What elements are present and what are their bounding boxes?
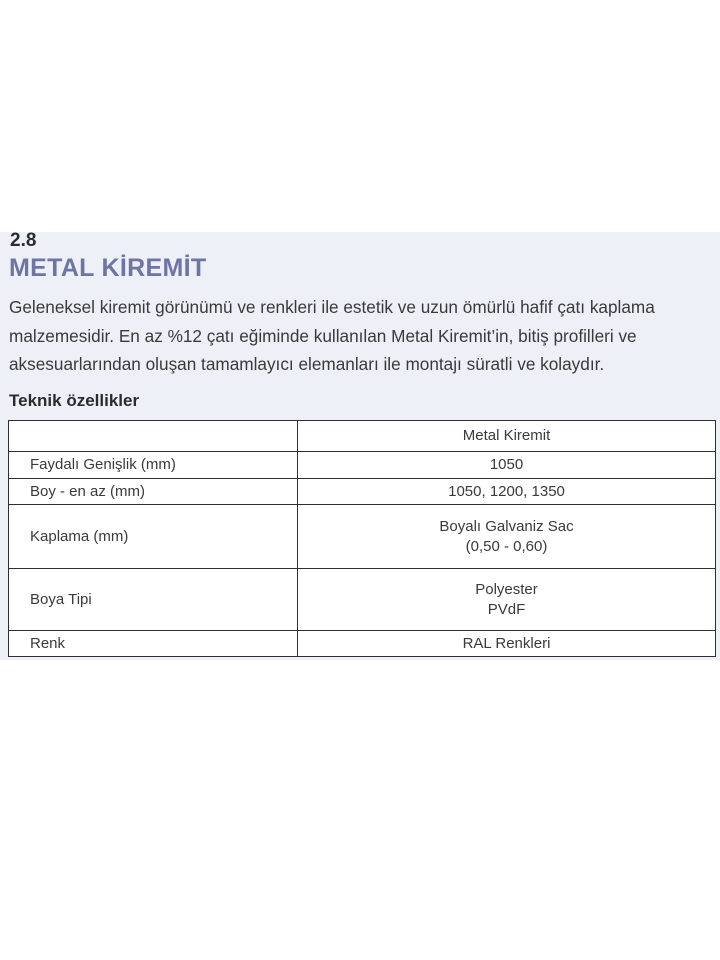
table-row	[9, 569, 716, 631]
row-label: Kaplama (mm)	[9, 505, 298, 569]
row-label: Faydalı Genişlik (mm)	[9, 452, 298, 479]
specs-table	[8, 420, 716, 657]
row-value	[298, 569, 716, 631]
row-value-line: RAL Renkleri	[462, 634, 551, 652]
table-header-row	[9, 421, 716, 452]
row-value	[298, 452, 716, 479]
row-value-line: 1050, 1200, 1350	[448, 482, 565, 500]
header-label-cell	[9, 421, 298, 452]
row-label: Boy - en az (mm)	[9, 479, 298, 505]
row-value-line: Polyester	[475, 580, 538, 598]
product-description: Geleneksel kiremit görünümü ve renkleri ile estetik ve uzun ömürlü hafif çatı kaplama malzemesidir. En az %12 çatı eğiminde kullanılan Metal Kiremit’in, bitiş profilleri ve aksesuarlarından oluşan tamamlayıcı elemanları ile montajı süratli ve kolaydır.	[9, 297, 655, 374]
row-value-line: (0,50 - 0,60)	[465, 537, 548, 555]
section-title: METAL KİREMİT	[9, 254, 207, 282]
row-label: Renk	[9, 631, 298, 657]
row-value	[298, 631, 716, 657]
table-row	[9, 631, 716, 657]
table-row	[9, 452, 716, 479]
specs-heading: Teknik özellikler	[9, 391, 140, 410]
row-value	[298, 505, 716, 569]
row-value-line: PVdF	[487, 600, 526, 618]
row-value	[298, 479, 716, 505]
section-number: 2.8	[10, 230, 37, 251]
row-value-line: Boyalı Galvaniz Sac	[439, 517, 574, 535]
row-label: Boya Tipi	[9, 569, 298, 631]
table-row	[9, 479, 716, 505]
header-value-cell: Metal Kiremit	[298, 421, 716, 452]
table-row	[9, 505, 716, 569]
row-value-line: 1050	[489, 456, 524, 473]
